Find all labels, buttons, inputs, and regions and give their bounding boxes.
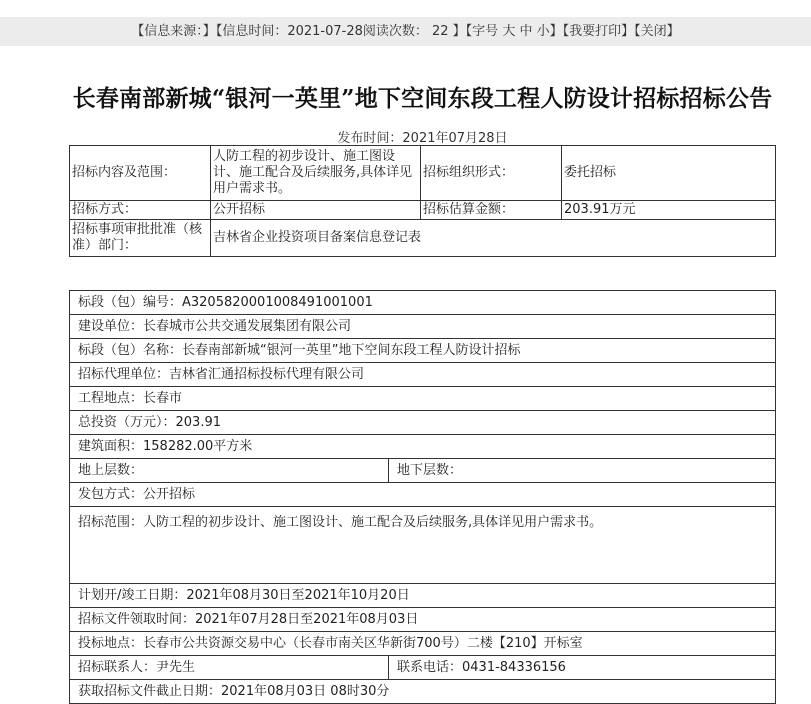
font-size-label: 【字号 — [465, 24, 499, 39]
method-label: 招标方式： — [70, 201, 211, 220]
builder: 建设单位：长春城市公共交通发展集团有限公司 — [70, 315, 776, 339]
schedule: 计划开/竣工日期：2021年08月30日至2021年10月20日 — [70, 584, 776, 608]
publish-time: 发布时间：2021年07月28日 — [337, 131, 508, 146]
building-area: 建筑面积：158282.00平方米 — [70, 435, 776, 459]
method-value: 公开招标 — [211, 201, 421, 220]
contact-phone: 联系电话：0431-84336156 — [389, 656, 776, 680]
org-form-label: 招标组织形式： — [421, 146, 562, 201]
location: 工程地点：长春市 — [70, 387, 776, 411]
total-investment: 总投资（万元）：203.91 — [70, 411, 776, 435]
details-table — [69, 290, 776, 704]
font-small-link[interactable]: 小】 — [536, 24, 563, 39]
info-toolbar — [0, 17, 811, 46]
floors-below: 地下层数： — [389, 459, 776, 483]
tender-scope: 招标范围：人防工程的初步设计、施工图设计、施工配合及后续服务,具体详见用户需求书。 — [70, 507, 776, 584]
approval-label: 招标事项审批批准（核准）部门： — [70, 220, 211, 257]
section-number: 标段（包）编号：A3205820001008491001001 — [70, 291, 776, 315]
font-large-link[interactable]: 大 — [502, 24, 516, 39]
scope-value: 人防工程的初步设计、施工图设计、施工配合及后续服务,具体详见用户需求书。 — [211, 146, 421, 201]
contract-method: 发包方式：公开招标 — [70, 483, 776, 507]
amount-label: 招标估算金额： — [421, 201, 562, 220]
doc-deadline: 获取招标文件截止日期：2021年08月03日 08时30分 — [70, 680, 776, 704]
section-name: 标段（包）名称：长春南部新城“银河一英里”地下空间东段工程人防设计招标 — [70, 339, 776, 363]
org-form-value: 委托招标 — [562, 146, 776, 201]
page-title: 长春南部新城“银河一英里”地下空间东段工程人防设计招标招标公告 — [72, 85, 773, 112]
print-link[interactable]: 【我要打印】 — [562, 24, 635, 39]
info-time-views: 【信息时间：2021-07-28阅读次数： 22 】 — [215, 24, 466, 39]
summary-table — [69, 145, 776, 257]
agent: 招标代理单位：吉林省汇通招标投标代理有限公司 — [70, 363, 776, 387]
info-source: 【信息来源：】 — [131, 24, 216, 39]
scope-label: 招标内容及范围： — [70, 146, 211, 201]
close-link[interactable]: 【关闭】 — [634, 24, 680, 39]
approval-value: 吉林省企业投资项目备案信息登记表 — [211, 220, 776, 257]
doc-collection-time: 招标文件领取时间：2021年07月28日至2021年08月03日 — [70, 608, 776, 632]
floors-above: 地上层数： — [70, 459, 389, 483]
amount-value: 203.91万元 — [562, 201, 776, 220]
bid-location: 投标地点：长春市公共资源交易中心（长春市南关区华新街700号）二楼【210】开标室 — [70, 632, 776, 656]
font-medium-link[interactable]: 中 — [519, 24, 533, 39]
contact-person: 招标联系人：尹先生 — [70, 656, 389, 680]
